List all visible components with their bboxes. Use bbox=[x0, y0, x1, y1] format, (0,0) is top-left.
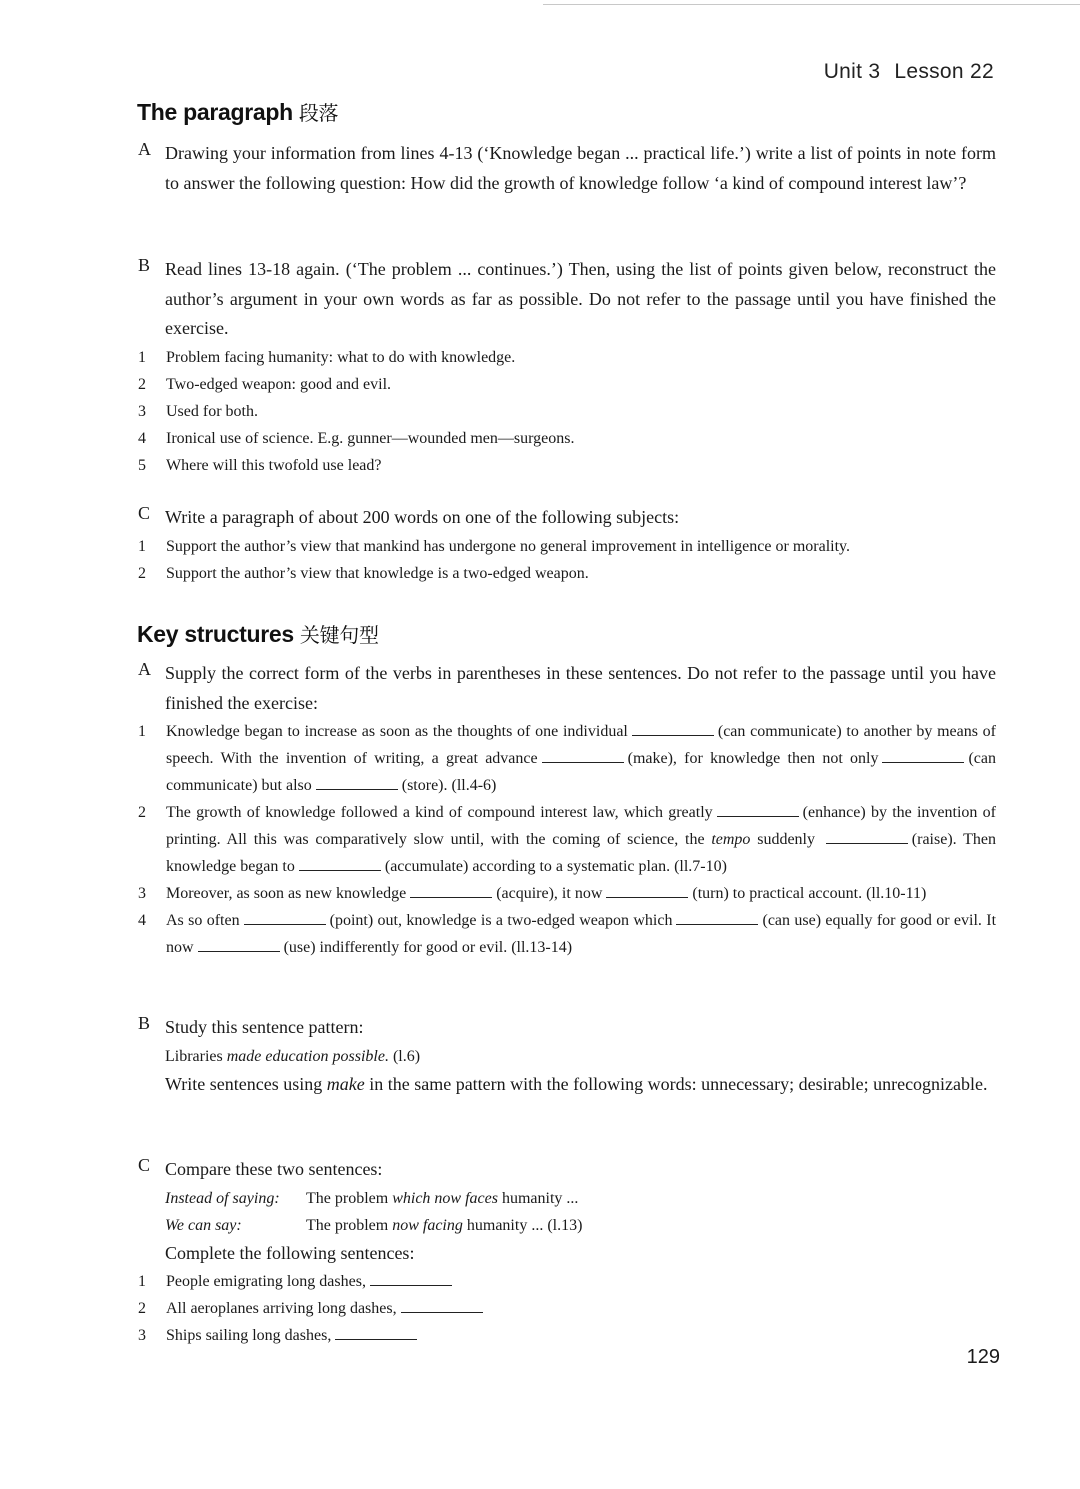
answer-blank[interactable] bbox=[606, 883, 688, 898]
section-title-paragraph-cn: 段落 bbox=[298, 101, 339, 125]
compare-row-1: Instead of saying: The problem which now faces humanity ... bbox=[165, 1189, 579, 1207]
section-title-key-structures: Key structures 关键句型 bbox=[137, 621, 379, 647]
key-structures-exercise-b: B Study this sentence pattern: Libraries made education possible. (l.6) Write sentences using make in the same pattern with the following words: unnecessary; desirable; unrecognizable. bbox=[138, 1013, 996, 1099]
key-structures-exercise-a: A Supply the correct form of the verbs in parentheses in these sentences. Do not refer to the passage until you have finished the exercise: 1 Knowledge began to increase as soon as the thoughts of one individual (can communicate) to another by means of speech. With the invention of writing, a great advance (make), for knowledge then not only (can communicate) but also (store). (ll.4-6) 2 The growth of knowledge followed a kind of compound interest law, which greatly (enhance) by the invention of printing. All this was comparatively slow until, with the coming of science, the tempo suddenly (raise). Then knowledge began to (accumulate) according to a systematic plan. (ll.7-10) 3 Moreover, as soon as new knowledge (acquire), it now (turn) to practical account. (ll.10-11) 4 As so often (point) out, knowledge is a two-edged weapon which (can use) equally for good or evil. It now (use) indifferently for good or evil. (ll.13-14) bbox=[138, 659, 996, 961]
paragraph-exercise-b: B Read lines 13-18 again. (‘The problem ... continues.’) Then, using the list of points given below, reconstruct the author’s argument in your own words as far as possible. Do not refer to the passage until you have finished the exercise. 1 Problem facing humanity: what to do with knowledge. 2 Two-edged weapon: good and evil. 3 Used for both. 4 Ironical use of science. E.g. gunner—wounded men—surgeons. 5 Where will this twofold use lead? bbox=[138, 255, 996, 479]
exercise-sentence-3: 3 Moreover, as soon as new knowledge (acquire), it now (turn) to practical account. (ll.10-11) bbox=[138, 885, 927, 902]
exercise-sentence-2: 2 The growth of knowledge followed a kind of compound interest law, which greatly (enhance) by the invention of printing. All this was comparatively slow until, with the coming of science, the tempo suddenly (raise). Then knowledge began to (accumulate) according to a systematic plan. (ll.7-10) bbox=[138, 804, 997, 875]
unit-label: Unit 3 bbox=[823, 60, 881, 83]
answer-blank[interactable] bbox=[401, 1298, 483, 1313]
exercise-sentence-1: 1 Knowledge began to increase as soon as the thoughts of one individual (can communicate) to another by means of speech. With the invention of writing, a great advance (make), for knowledge then not only (can communicate) but also (store). (ll.4-6) bbox=[138, 723, 997, 794]
answer-blank[interactable] bbox=[542, 748, 624, 763]
instruction: Write sentences using make in the same pattern with the following words: unnecessary; desirable; unrecognizable. bbox=[165, 1073, 988, 1094]
answer-blank[interactable] bbox=[299, 856, 381, 871]
list-item: 2 All aeroplanes arriving long dashes, bbox=[138, 1295, 996, 1322]
answer-blank[interactable] bbox=[632, 721, 714, 736]
answer-blank[interactable] bbox=[826, 829, 908, 844]
answer-blank[interactable] bbox=[198, 937, 280, 952]
key-structures-exercise-c: C Compare these two sentences: Instead of saying: The problem which now faces humanity ... We can say: The problem now facing humanity ... (l.13) Complete the following sentences: 1 People emigrating long dashes, 2 All aeroplanes arriving long dashes, 3 Ships sailing long dashes, bbox=[138, 1155, 996, 1349]
answer-blank[interactable] bbox=[316, 775, 398, 790]
list-item: 1 Support the author’s view that mankind has undergone no general improvement in intelligence or morality. bbox=[138, 537, 850, 555]
answer-blank[interactable] bbox=[882, 748, 964, 763]
list-item: 2 Support the author’s view that knowledge is a two-edged weapon. bbox=[138, 564, 589, 582]
example-sentence: Libraries made education possible. (l.6) bbox=[165, 1047, 421, 1065]
paragraph-exercise-a: A Drawing your information from lines 4-13 (‘Knowledge began ... practical life.’) write a list of points in note form to answer the following question: How did the growth of knowledge follow ‘a kind of compound interest law’? bbox=[138, 139, 996, 193]
answer-blank[interactable] bbox=[335, 1325, 417, 1340]
list-item: 5 Where will this twofold use lead? bbox=[138, 456, 382, 474]
answer-blank[interactable] bbox=[410, 883, 492, 898]
list-item: 4 Ironical use of science. E.g. gunner—wounded men—surgeons. bbox=[138, 429, 575, 447]
list-item: 1 People emigrating long dashes, bbox=[138, 1268, 996, 1295]
section-title-key-structures-cn: 关键句型 bbox=[299, 623, 379, 647]
answer-blank[interactable] bbox=[676, 910, 758, 925]
lesson-label: Lesson 22 bbox=[894, 60, 994, 83]
exercise-sentence-4: 4 As so often (point) out, knowledge is a two-edged weapon which (can use) equally for good or evil. It now (use) indifferently for good or evil. (ll.13-14) bbox=[138, 912, 997, 956]
section-title-paragraph: The paragraph 段落 bbox=[137, 99, 339, 125]
list-item: 3 Ships sailing long dashes, bbox=[138, 1322, 996, 1349]
answer-blank[interactable] bbox=[244, 910, 326, 925]
page-number: 129 bbox=[966, 1346, 1000, 1368]
answer-blank[interactable] bbox=[370, 1271, 452, 1286]
list-item: 3 Used for both. bbox=[138, 402, 258, 420]
top-rule bbox=[543, 4, 1080, 5]
answer-blank[interactable] bbox=[717, 802, 799, 817]
list-item: 2 Two-edged weapon: good and evil. bbox=[138, 375, 392, 393]
running-header bbox=[824, 60, 994, 84]
list-item: 1 Problem facing humanity: what to do with knowledge. bbox=[138, 348, 516, 366]
compare-row-2: We can say: The problem now facing humanity ... (l.13) bbox=[165, 1216, 583, 1234]
paragraph-exercise-c: C Write a paragraph of about 200 words on one of the following subjects: 1 Support the author’s view that mankind has undergone no general improvement in intelligence or morality. 2 Support the author’s view that knowledge is a two-edged weapon. bbox=[138, 503, 996, 587]
